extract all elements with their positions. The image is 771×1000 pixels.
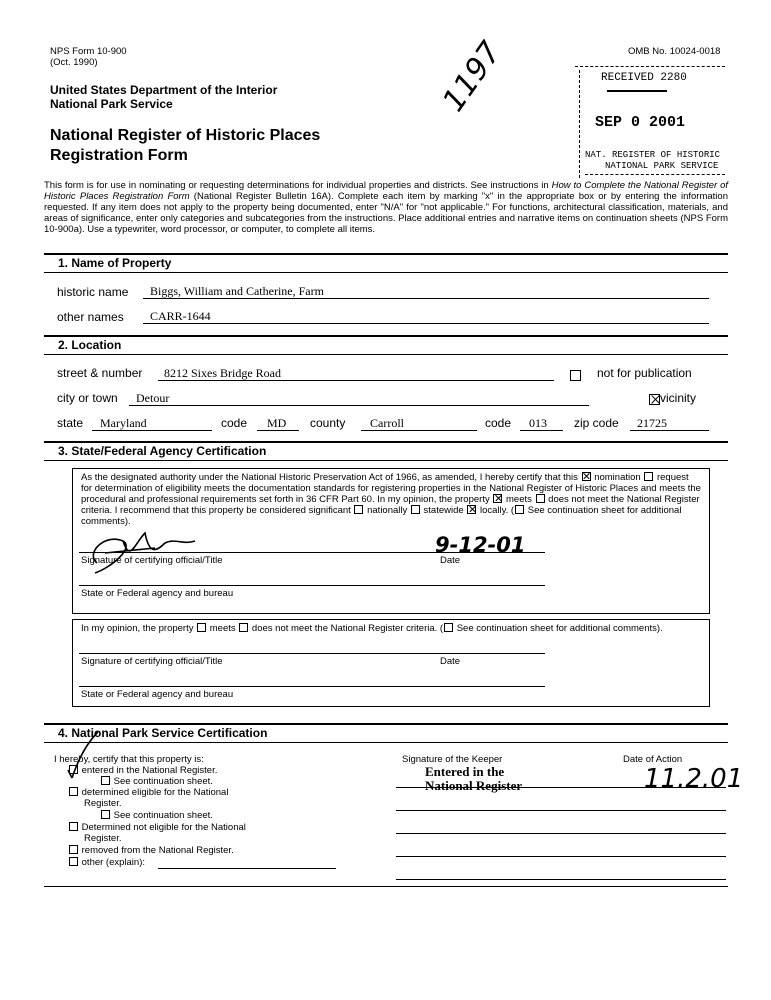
nomination-checkbox[interactable]	[582, 472, 591, 481]
vicinity-label: vicinity	[660, 391, 697, 405]
opinion-does-not-meet-checkbox[interactable]	[239, 623, 248, 632]
state-code-label: code	[221, 416, 248, 430]
continuation1-checkbox[interactable]	[101, 776, 110, 785]
section-1-header: 1. Name of Property	[44, 253, 728, 273]
stamp-line4: NATIONAL PARK SERVICE	[605, 161, 719, 171]
service-name: National Park Service	[50, 97, 173, 111]
form-title-line2: Registration Form	[50, 147, 188, 164]
other-names-label: other names	[57, 310, 124, 324]
request-checkbox[interactable]	[644, 472, 653, 481]
continuation1-row: See continuation sheet.	[100, 776, 213, 787]
agency2-label: State or Federal agency and bureau	[81, 689, 234, 700]
opinion-text: In my opinion, the property meets does not meet the National Register criteria. ( See continuation sheet for additional comments).	[81, 623, 663, 634]
continuation-checkbox[interactable]	[515, 505, 524, 514]
zip-label: zip code	[574, 416, 619, 430]
does-not-meet-checkbox[interactable]	[536, 494, 545, 503]
nps-cert-intro: I hereby, certify that this property is:	[54, 754, 204, 765]
nationally-checkbox[interactable]	[354, 505, 363, 514]
department-name: United States Department of the Interior	[50, 83, 278, 97]
intro-paragraph: This form is for use in nominating or requesting determinations for individual properties and districts. See instructions in How to Complete the National Register of Historic Places Registration Form (National Register Bulletin 16A). Complete each item by marking "x" in the appropriate box or by entering the information requested. If any item does not apply to the property being documented, enter "N/A" for "not applicable." For functions, architectural classification, materials, and areas of significance, enter only categories and subcategories from the instructions. Place additional entries and narrative items on continuation sheets (NPS Form 10-900a). Use a typewriter, word processor, or computer, to complete all items.	[44, 180, 729, 235]
continuation2-checkbox[interactable]	[101, 810, 110, 819]
section-2-header: 2. Location	[44, 335, 728, 355]
removed-checkbox[interactable]	[69, 845, 78, 854]
opinion-continuation-checkbox[interactable]	[444, 623, 453, 632]
certification-date-value: 9-12-01	[435, 533, 526, 557]
removed-row: removed from the National Register.	[68, 845, 234, 856]
eligible-row-cont: Register.	[84, 798, 122, 809]
state-label: state	[57, 416, 84, 430]
certification-text: As the designated authority under the National Historic Preservation Act of 1966, as amended, I hereby certify that this nomination request for determination of eligibility meets the documentation standards for registering properties in the National Register of Historic Places and meets the procedural and professional requirements set forth in 36 CFR Part 60. In my opinion, the property meets does not meet the National Register criteria. I recommend that this property be considered significant nationally statewide locally. ( See continuation sheet for additional comments).	[81, 472, 701, 527]
stamp-line3: NAT. REGISTER OF HISTORIC	[585, 150, 721, 160]
received-stamp	[575, 62, 733, 178]
form-title-line1: National Register of Historic Places	[50, 127, 321, 144]
street-label: street & number	[57, 366, 143, 380]
street-field[interactable]: 8212 Sixes Bridge Road	[164, 366, 281, 380]
certifying-official-signature	[75, 523, 235, 583]
handwritten-reference-number: 1197	[436, 35, 509, 119]
entered-row: entered in the National Register.	[68, 765, 217, 776]
not-for-publication-label: not for publication	[597, 366, 692, 380]
county-label: county	[310, 416, 346, 430]
city-field[interactable]: Detour	[136, 391, 170, 405]
keeper-stamp-line1: Entered in the	[425, 764, 505, 779]
state-field[interactable]: Maryland	[100, 416, 147, 430]
form-number: NPS Form 10-900	[50, 46, 127, 57]
city-label: city or town	[57, 391, 118, 405]
section-3-header: 3. State/Federal Agency Certification	[44, 441, 728, 461]
historic-name-label: historic name	[57, 285, 129, 299]
signature2-label: Signature of certifying official/Title	[81, 656, 223, 667]
opinion-meets-checkbox[interactable]	[197, 623, 206, 632]
not-eligible-row-cont: Register.	[84, 833, 122, 844]
county-code-field[interactable]: 013	[529, 416, 547, 430]
county-field[interactable]: Carroll	[370, 416, 404, 430]
keeper-stamp-line2: National Register	[425, 778, 523, 793]
entered-checkbox[interactable]	[69, 765, 78, 774]
locally-checkbox[interactable]	[467, 505, 476, 514]
not-eligible-checkbox[interactable]	[69, 822, 78, 831]
other-checkbox[interactable]	[69, 857, 78, 866]
stamp-date: SEP 0 2001	[595, 114, 686, 131]
stamp-line1: RECEIVED 2280	[601, 72, 687, 84]
statewide-checkbox[interactable]	[411, 505, 420, 514]
omb-number: OMB No. 10024-0018	[628, 46, 721, 57]
state-code-field[interactable]: MD	[267, 416, 287, 430]
not-for-publication-checkbox[interactable]	[570, 370, 581, 381]
meets-checkbox[interactable]	[493, 494, 502, 503]
zip-field[interactable]: 21725	[637, 416, 667, 430]
eligible-checkbox[interactable]	[69, 787, 78, 796]
county-code-label: code	[485, 416, 512, 430]
not-eligible-row: Determined not eligible for the National	[68, 822, 246, 833]
historic-name-field[interactable]: Biggs, William and Catherine, Farm	[150, 284, 324, 298]
date-of-action-value: 11.2.01	[644, 764, 744, 794]
opinion-box	[72, 619, 710, 707]
date-of-action-label: Date of Action	[623, 754, 683, 765]
other-row: other (explain):	[68, 857, 145, 868]
signature-label: Signature of certifying official/Title	[81, 555, 223, 566]
date2-label: Date	[440, 656, 461, 667]
keeper-label: Signature of the Keeper	[402, 754, 503, 765]
date-label: Date	[440, 555, 461, 566]
section-4-bottom-rule	[44, 886, 728, 887]
state-certification-box	[72, 468, 710, 614]
vicinity-checkbox[interactable]	[649, 394, 660, 405]
continuation2-row: See continuation sheet.	[100, 810, 213, 821]
agency-label: State or Federal agency and bureau	[81, 588, 234, 599]
eligible-row: determined eligible for the National	[68, 787, 228, 798]
other-names-field[interactable]: CARR-1644	[150, 309, 211, 323]
section-4-header: 4. National Park Service Certification	[44, 723, 728, 743]
form-date: (Oct. 1990)	[50, 57, 98, 68]
